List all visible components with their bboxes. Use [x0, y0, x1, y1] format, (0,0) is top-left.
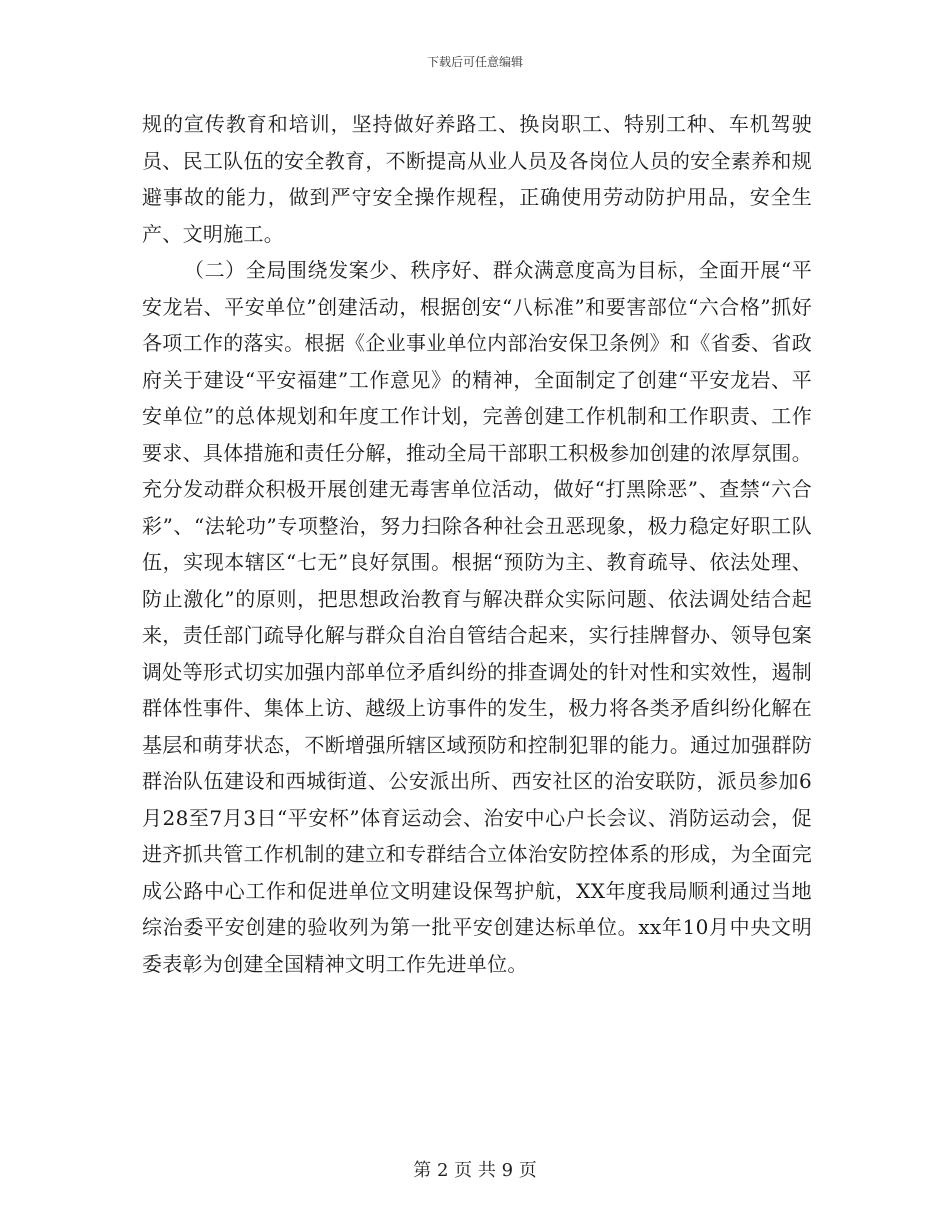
paragraph-continuation: 规的宣传教育和培训，坚持做好养路工、换岗职工、特别工种、车机驾驶员、民工队伍的安全教育，不断提高从业人员及各岗位人员的安全素养和规避事故的能力，做到严守安全操作规程，正确使用劳动防护用品，安全生产、文明施工。	[142, 112, 812, 246]
document-body	[142, 106, 812, 982]
page-number-footer: 第 2 页 共 9 页	[413, 1160, 537, 1181]
paragraph-section-two: （二）全局围绕发案少、秩序好、群众满意度高为目标，全面开展“平安龙岩、平安单位”创建活动，根据创安“八标准”和要害部位“六合格”抓好各项工作的落实。根据《企业事业单位内部治安保卫条例》和《省委、省政府关于建设“平安福建”工作意见》的精神，全面制定了创建“平安龙岩、平安单位”的总体规划和年度工作计划，完善创建工作机制和工作职责、工作要求、具体措施和责任分解，推动全局干部职工积极参加创建的浓厚氛围。充分发动群众积极开展创建无毒害单位活动，做好“打黑除恶”、查禁“六合彩”、“法轮功”专项整治，努力扫除各种社会丑恶现象，极力稳定好职工队伍，实现本辖区“七无”良好氛围。根据“预防为主、教育疏导、依法处理、防止激化”的原则，把思想政治教育与解决群众实际问题、依法调处结合起来，责任部门疏导化解与群众自治自管结合起来，实行挂牌督办、领导包案调处等形式切实加强内部单位矛盾纠纷的排查调处的针对性和实效性，遏制群体性事件、集体上访、越级上访事件的发生，极力将各类矛盾纠纷化解在基层和萌芽状态，不断增强所辖区域预防和控制犯罪的能力。通过加强群防群治队伍建设和西城街道、公安派出所、西安社区的治安联防，派员参加6月28至7月3日“平安杯”体育运动会、治安中心户长会议、消防运动会，促进齐抓共管工作机制的建立和专群结合立体治安防控体系的形成，为全面完成公路中心工作和促进单位文明建设保驾护航，XX年度我局顺利通过当地综治委平安创建的验收列为第一批平安创建达标单位。xx年10月中央文明委表彰为创建全国精神文明工作先进单位。	[142, 258, 812, 976]
page-header-note: 下载后可任意编辑	[426, 55, 523, 69]
